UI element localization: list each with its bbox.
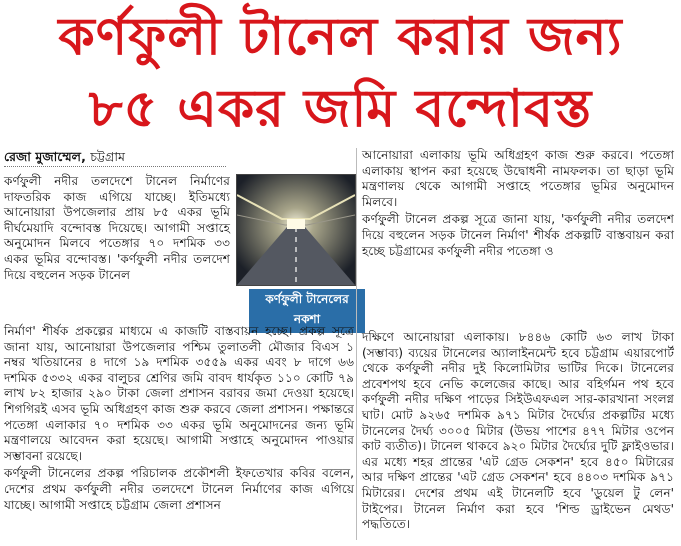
article-paragraph: কর্ণফুলী টানেল প্রকল্প সূত্রে জানা যায়, 'কর্ণফুলী নদীর তলদেশ দিয়ে বহুলেন সড়ক টানেল নির্মাণ' শীর্ষক প্রকল্পটি বাস্তবায়ন করা হচ্ছে চট্টগ্রামের কর্ণফুলী নদীর পতেঙ্গা ও [362,212,674,258]
article-paragraph: দক্ষিণে আনোয়ারা এলাকায়। ৮৪৪৬ কোটি ৬৩ লাখ টাকা (সম্ভাব্য) ব্যয়ের টানেলের অ্যালাইনমেন্ট হবে চট্টগ্রাম এয়ারপোর্ট থেকে কর্ণফুলী নদীর দুই কিলোমিটার ভাটির দিকে। টানেলের প্রবেশপথ হবে নেভি কলেজের কাছে। আর বহির্গমন পথ হবে কর্ণফুলী নদীর দক্ষিণ পাড়ের সিইউএফএল সার-কারখানা সংলগ্ন ঘাট। মোট ৯২৬৫ দশমিক ৯৭১ মিটার দৈর্ঘ্যের প্রকল্পটির মধ্যে টানেলের দৈর্ঘ্য ৩০০৫ মিটার (উভয় পাশের ৪৭৭ মিটার ওপেন কাট ব্যতীত)। টানেল থাকবে ৯২০ মিটার দৈর্ঘ্যের দুটি ফ্লাইওভার। এর মধ্যে শহর প্রান্তের 'এট গ্রেড সেকশন' হবে ৪৫০ মিটারের আর দক্ষিণ প্রান্তের 'এট গ্রেড সেকশন' হবে ৪৪০৩ দশমিক ৯৭১ মিটারের। দেশের প্রথম এই টানেলটি হবে 'ডুয়েল টু লেন' টাইপের। টানেল নির্মাণ করা হবে 'শিল্ড ড্রাইভেন মেথড' পদ্ধতিতে। [362,330,674,532]
byline-city: চট্টগ্রাম [90,149,126,164]
tunnel-image [237,175,355,285]
article-column-1-wide [4,324,354,513]
headline-line-2: ৮৫ একর জমি বন্দোবস্ত [88,79,593,139]
byline-reporter: রেজা মুজাম্মেল [4,149,82,164]
article-paragraph: নির্মাণ' শীর্ষক প্রকল্পের মাধ্যমে এ কাজটি বাস্তবায়ন হচ্ছে। প্রকল্প সূত্রে জানা যায়, আনোয়ারা উপজেলার পশ্চিম তুলাতলী মৌজার বিএস ১ নম্বর খতিয়ানের ৪ দাগে ১৯ দশমিক ৩৫৫৯ একর এবং ৮ দাগে ৬৬ দশমিক ৫৩৩২ একর বালুচর শ্রেণির জমি বাবদ ধার্যকৃত ১১০ কোটি ৭৯ লাখ ৮২ হাজার ২৯০ টাকা জেলা প্রশাসন বরাবর জমা দেওয়া হয়েছে। শিগগিরই এসব ভূমি অধিগ্রহণ কাজ শুরু করবে জেলা প্রশাসন। পক্ষান্তরে পতেঙ্গা এলাকার ৭০ দশমিক ৩৩ একর ভূমি অনুমোদনের জন্য ভূমি মন্ত্রণালয়ে আবেদন করা হয়েছে। আগামী সপ্তাহে অনুমোদন পাওয়ার সম্ভাবনা রয়েছে। [4,324,354,463]
article-column-2 [362,148,674,259]
article-paragraph: কর্ণফুলী নদীর তলদেশে টানেল নির্মাণের দাফতরিক কাজ এগিয়ে যাচ্ছে। ইতিমধ্যে আনোয়ারা উপজেলার প্রায় ৮৫ একর ভূমি দীর্ঘমেয়াদি বন্দোবস্ত দিয়েছে। আগামী সপ্তাহে অনুমোদন মিলবে পতেঙ্গার ৭০ দশমিক ৩৩ একর ভূমির বন্দোবস্ত। 'কর্ণফুলী নদীর তলদেশ দিয়ে বহুলেন সড়ক টানেল [4,174,230,282]
article-column-1 [4,174,230,283]
article-paragraph: কর্ণফুলী টানেলের প্রকল্প পরিচালক প্রকৌশলী ইফতেখার কবির বলেন, দেশের প্রথম কর্ণফুলী নদীর তলদেশে টানেল নির্মাণের কাজ এগিয়ে যাচ্ছে। আগামী সপ্তাহে চট্টগ্রাম জেলা প্রশাসন [4,466,354,512]
column-divider [356,148,357,540]
byline: রেজা মুজাম্মেল, চট্টগ্রাম [4,148,226,167]
tunnel-photo [236,174,356,286]
photo-caption: কর্ণফুলী টানেলের নকশা [248,288,366,334]
headline-line-1: কর্ণফুলী টানেল করার জন্য [58,7,623,67]
article-paragraph: আনোয়ারা এলাকায় ভূমি অধিগ্রহণ কাজ শুরু করবে। পতেঙ্গা এলাকায় স্থাপন করা হয়েছে উদ্বোধনী নামফলক। তা ছাড়া ভূমি মন্ত্রণালয় থেকে আগামী সপ্তাহে পতেঙ্গার ভূমির অনুমোদন মিলবে। [362,148,674,209]
article-column-3 [362,330,674,533]
